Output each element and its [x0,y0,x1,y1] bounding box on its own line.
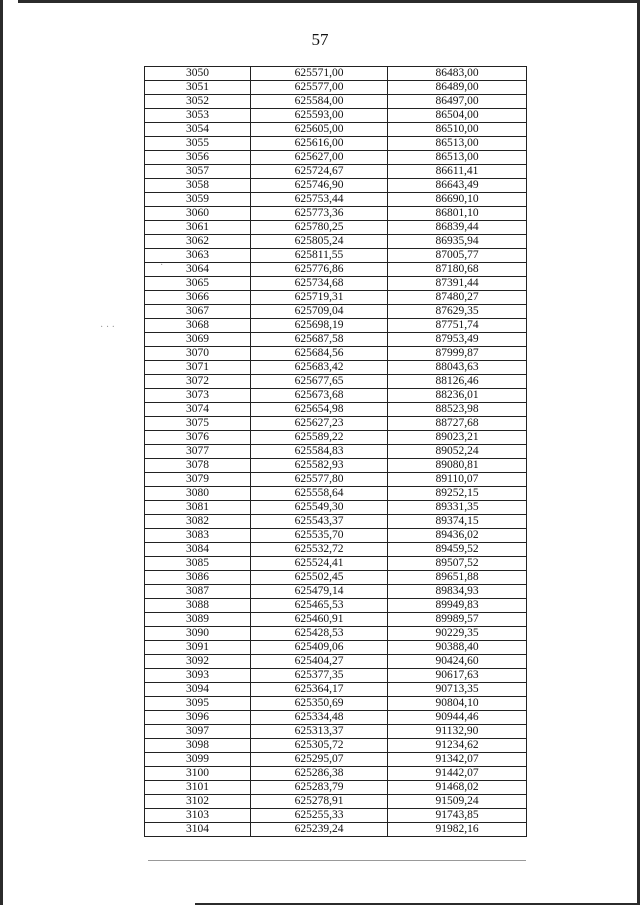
point-number-cell: 3098 [145,739,251,753]
y-coordinate-cell: 86690,10 [388,193,527,207]
table-row [145,109,527,123]
point-number-cell: 3068 [145,319,251,333]
y-coordinate-cell: 88126,46 [388,375,527,389]
table-row [145,277,527,291]
x-coordinate-cell: 625709,04 [251,305,388,319]
x-coordinate-cell: 625627,23 [251,417,388,431]
point-number-cell: 3074 [145,403,251,417]
point-number-cell: 3081 [145,501,251,515]
x-coordinate-cell: 625589,22 [251,431,388,445]
y-coordinate-cell: 91442,07 [388,767,527,781]
x-coordinate-cell: 625773,36 [251,207,388,221]
x-coordinate-cell: 625502,45 [251,571,388,585]
point-number-cell: 3075 [145,417,251,431]
point-number-cell: 3065 [145,277,251,291]
point-number-cell: 3090 [145,627,251,641]
table-row [145,487,527,501]
point-number-cell: 3062 [145,235,251,249]
table-row [145,515,527,529]
table-row [145,95,527,109]
point-number-cell: 3061 [145,221,251,235]
table-row [145,473,527,487]
x-coordinate-cell: 625549,30 [251,501,388,515]
table-row [145,137,527,151]
point-number-cell: 3050 [145,67,251,81]
table-row [145,305,527,319]
x-coordinate-cell: 625255,33 [251,809,388,823]
table-row [145,193,527,207]
y-coordinate-cell: 91342,07 [388,753,527,767]
x-coordinate-cell: 625305,72 [251,739,388,753]
x-coordinate-cell: 625460,91 [251,613,388,627]
point-number-cell: 3070 [145,347,251,361]
table-row [145,739,527,753]
x-coordinate-cell: 625535,70 [251,529,388,543]
y-coordinate-cell: 89080,81 [388,459,527,473]
table-row [145,599,527,613]
table-row [145,431,527,445]
x-coordinate-cell: 625532,72 [251,543,388,557]
y-coordinate-cell: 88523,98 [388,403,527,417]
point-number-cell: 3083 [145,529,251,543]
table-row [145,613,527,627]
table-row [145,165,527,179]
y-coordinate-cell: 90617,63 [388,669,527,683]
x-coordinate-cell: 625593,00 [251,109,388,123]
point-number-cell: 3063 [145,249,251,263]
table-row [145,753,527,767]
table-row [145,389,527,403]
point-number-cell: 3084 [145,543,251,557]
y-coordinate-cell: 89052,24 [388,445,527,459]
point-number-cell: 3052 [145,95,251,109]
table-row [145,207,527,221]
x-coordinate-cell: 625571,00 [251,67,388,81]
y-coordinate-cell: 86489,00 [388,81,527,95]
scan-speck: · · · [100,322,115,333]
table-row [145,557,527,571]
y-coordinate-cell: 86513,00 [388,137,527,151]
x-coordinate-cell: 625724,67 [251,165,388,179]
point-number-cell: 3082 [145,515,251,529]
x-coordinate-cell: 625719,31 [251,291,388,305]
table-row [145,711,527,725]
y-coordinate-cell: 86504,00 [388,109,527,123]
y-coordinate-cell: 90944,46 [388,711,527,725]
point-number-cell: 3071 [145,361,251,375]
table-row [145,697,527,711]
table-row [145,571,527,585]
y-coordinate-cell: 86611,41 [388,165,527,179]
table-row [145,767,527,781]
point-number-cell: 3059 [145,193,251,207]
point-number-cell: 3073 [145,389,251,403]
point-number-cell: 3092 [145,655,251,669]
y-coordinate-cell: 89374,15 [388,515,527,529]
x-coordinate-cell: 625677,65 [251,375,388,389]
y-coordinate-cell: 89110,07 [388,473,527,487]
y-coordinate-cell: 87999,87 [388,347,527,361]
x-coordinate-cell: 625811,55 [251,249,388,263]
point-number-cell: 3102 [145,795,251,809]
table-row [145,585,527,599]
y-coordinate-cell: 90424,60 [388,655,527,669]
x-coordinate-cell: 625616,00 [251,137,388,151]
point-number-cell: 3089 [145,613,251,627]
y-coordinate-cell: 91982,16 [388,823,527,837]
table-row [145,683,527,697]
x-coordinate-cell: 625350,69 [251,697,388,711]
point-number-cell: 3096 [145,711,251,725]
y-coordinate-cell: 89834,93 [388,585,527,599]
x-coordinate-cell: 625605,00 [251,123,388,137]
table-row [145,417,527,431]
table-row [145,445,527,459]
x-coordinate-cell: 625377,35 [251,669,388,683]
point-number-cell: 3056 [145,151,251,165]
table-row [145,543,527,557]
x-coordinate-cell: 625428,53 [251,627,388,641]
point-number-cell: 3091 [145,641,251,655]
table-row [145,795,527,809]
y-coordinate-cell: 90804,10 [388,697,527,711]
point-number-cell: 3077 [145,445,251,459]
point-number-cell: 3104 [145,823,251,837]
x-coordinate-cell: 625753,44 [251,193,388,207]
x-coordinate-cell: 625673,68 [251,389,388,403]
point-number-cell: 3054 [145,123,251,137]
x-coordinate-cell: 625746,90 [251,179,388,193]
point-number-cell: 3080 [145,487,251,501]
coordinates-table [144,66,527,837]
point-number-cell: 3078 [145,459,251,473]
x-coordinate-cell: 625577,00 [251,81,388,95]
table-row [145,263,527,277]
x-coordinate-cell: 625239,24 [251,823,388,837]
x-coordinate-cell: 625780,25 [251,221,388,235]
point-number-cell: 3088 [145,599,251,613]
y-coordinate-cell: 89252,15 [388,487,527,501]
table-row [145,333,527,347]
point-number-cell: 3094 [145,683,251,697]
x-coordinate-cell: 625577,80 [251,473,388,487]
y-coordinate-cell: 91132,90 [388,725,527,739]
y-coordinate-cell: 88043,63 [388,361,527,375]
table-row [145,123,527,137]
table-row [145,221,527,235]
point-number-cell: 3079 [145,473,251,487]
table-row [145,179,527,193]
y-coordinate-cell: 89331,35 [388,501,527,515]
x-coordinate-cell: 625627,00 [251,151,388,165]
table-row [145,641,527,655]
table-row [145,361,527,375]
point-number-cell: 3103 [145,809,251,823]
x-coordinate-cell: 625687,58 [251,333,388,347]
x-coordinate-cell: 625524,41 [251,557,388,571]
x-coordinate-cell: 625734,68 [251,277,388,291]
table-row [145,319,527,333]
x-coordinate-cell: 625409,06 [251,641,388,655]
table-row [145,67,527,81]
scan-speck: · [160,260,164,271]
y-coordinate-cell: 86801,10 [388,207,527,221]
coordinates-table-body [145,67,527,837]
x-coordinate-cell: 625584,83 [251,445,388,459]
point-number-cell: 3087 [145,585,251,599]
y-coordinate-cell: 86935,94 [388,235,527,249]
point-number-cell: 3101 [145,781,251,795]
x-coordinate-cell: 625465,53 [251,599,388,613]
table-row [145,529,527,543]
point-number-cell: 3069 [145,333,251,347]
x-coordinate-cell: 625558,64 [251,487,388,501]
x-coordinate-cell: 625684,56 [251,347,388,361]
point-number-cell: 3076 [145,431,251,445]
table-row [145,669,527,683]
y-coordinate-cell: 90388,40 [388,641,527,655]
y-coordinate-cell: 88236,01 [388,389,527,403]
table-row [145,375,527,389]
point-number-cell: 3095 [145,697,251,711]
y-coordinate-cell: 86497,00 [388,95,527,109]
point-number-cell: 3097 [145,725,251,739]
y-coordinate-cell: 86643,49 [388,179,527,193]
table-row [145,781,527,795]
point-number-cell: 3072 [145,375,251,389]
y-coordinate-cell: 89459,52 [388,543,527,557]
x-coordinate-cell: 625582,93 [251,459,388,473]
y-coordinate-cell: 87751,74 [388,319,527,333]
table-row [145,81,527,95]
scan-border-left [0,0,3,905]
x-coordinate-cell: 625776,86 [251,263,388,277]
x-coordinate-cell: 625278,91 [251,795,388,809]
table-row [145,459,527,473]
point-number-cell: 3053 [145,109,251,123]
table-row [145,235,527,249]
table-row [145,403,527,417]
x-coordinate-cell: 625543,37 [251,515,388,529]
point-number-cell: 3066 [145,291,251,305]
y-coordinate-cell: 88727,68 [388,417,527,431]
y-coordinate-cell: 87480,27 [388,291,527,305]
y-coordinate-cell: 91743,85 [388,809,527,823]
x-coordinate-cell: 625584,00 [251,95,388,109]
x-coordinate-cell: 625404,27 [251,655,388,669]
point-number-cell: 3055 [145,137,251,151]
y-coordinate-cell: 87180,68 [388,263,527,277]
y-coordinate-cell: 90229,35 [388,627,527,641]
x-coordinate-cell: 625654,98 [251,403,388,417]
bottom-rule [148,860,526,861]
point-number-cell: 3093 [145,669,251,683]
table-row [145,151,527,165]
x-coordinate-cell: 625364,17 [251,683,388,697]
table-row [145,627,527,641]
y-coordinate-cell: 91509,24 [388,795,527,809]
y-coordinate-cell: 89989,57 [388,613,527,627]
table-row [145,249,527,263]
table-row [145,655,527,669]
y-coordinate-cell: 87629,35 [388,305,527,319]
table-row [145,347,527,361]
scan-border-top [18,0,640,3]
x-coordinate-cell: 625334,48 [251,711,388,725]
x-coordinate-cell: 625286,38 [251,767,388,781]
y-coordinate-cell: 86510,00 [388,123,527,137]
point-number-cell: 3058 [145,179,251,193]
x-coordinate-cell: 625805,24 [251,235,388,249]
y-coordinate-cell: 91234,62 [388,739,527,753]
y-coordinate-cell: 89949,83 [388,599,527,613]
x-coordinate-cell: 625683,42 [251,361,388,375]
point-number-cell: 3064 [145,263,251,277]
y-coordinate-cell: 89507,52 [388,557,527,571]
x-coordinate-cell: 625295,07 [251,753,388,767]
table-row [145,291,527,305]
x-coordinate-cell: 625479,14 [251,585,388,599]
y-coordinate-cell: 86483,00 [388,67,527,81]
table-row [145,501,527,515]
x-coordinate-cell: 625283,79 [251,781,388,795]
point-number-cell: 3067 [145,305,251,319]
point-number-cell: 3099 [145,753,251,767]
point-number-cell: 3100 [145,767,251,781]
y-coordinate-cell: 87391,44 [388,277,527,291]
y-coordinate-cell: 87953,49 [388,333,527,347]
table-row [145,823,527,837]
table-row [145,725,527,739]
y-coordinate-cell: 89023,21 [388,431,527,445]
y-coordinate-cell: 89651,88 [388,571,527,585]
point-number-cell: 3057 [145,165,251,179]
point-number-cell: 3085 [145,557,251,571]
x-coordinate-cell: 625698,19 [251,319,388,333]
point-number-cell: 3060 [145,207,251,221]
y-coordinate-cell: 87005,77 [388,249,527,263]
point-number-cell: 3086 [145,571,251,585]
page-number: 57 [311,30,329,49]
y-coordinate-cell: 91468,02 [388,781,527,795]
point-number-cell: 3051 [145,81,251,95]
table-row [145,809,527,823]
y-coordinate-cell: 86513,00 [388,151,527,165]
y-coordinate-cell: 90713,35 [388,683,527,697]
x-coordinate-cell: 625313,37 [251,725,388,739]
y-coordinate-cell: 89436,02 [388,529,527,543]
y-coordinate-cell: 86839,44 [388,221,527,235]
